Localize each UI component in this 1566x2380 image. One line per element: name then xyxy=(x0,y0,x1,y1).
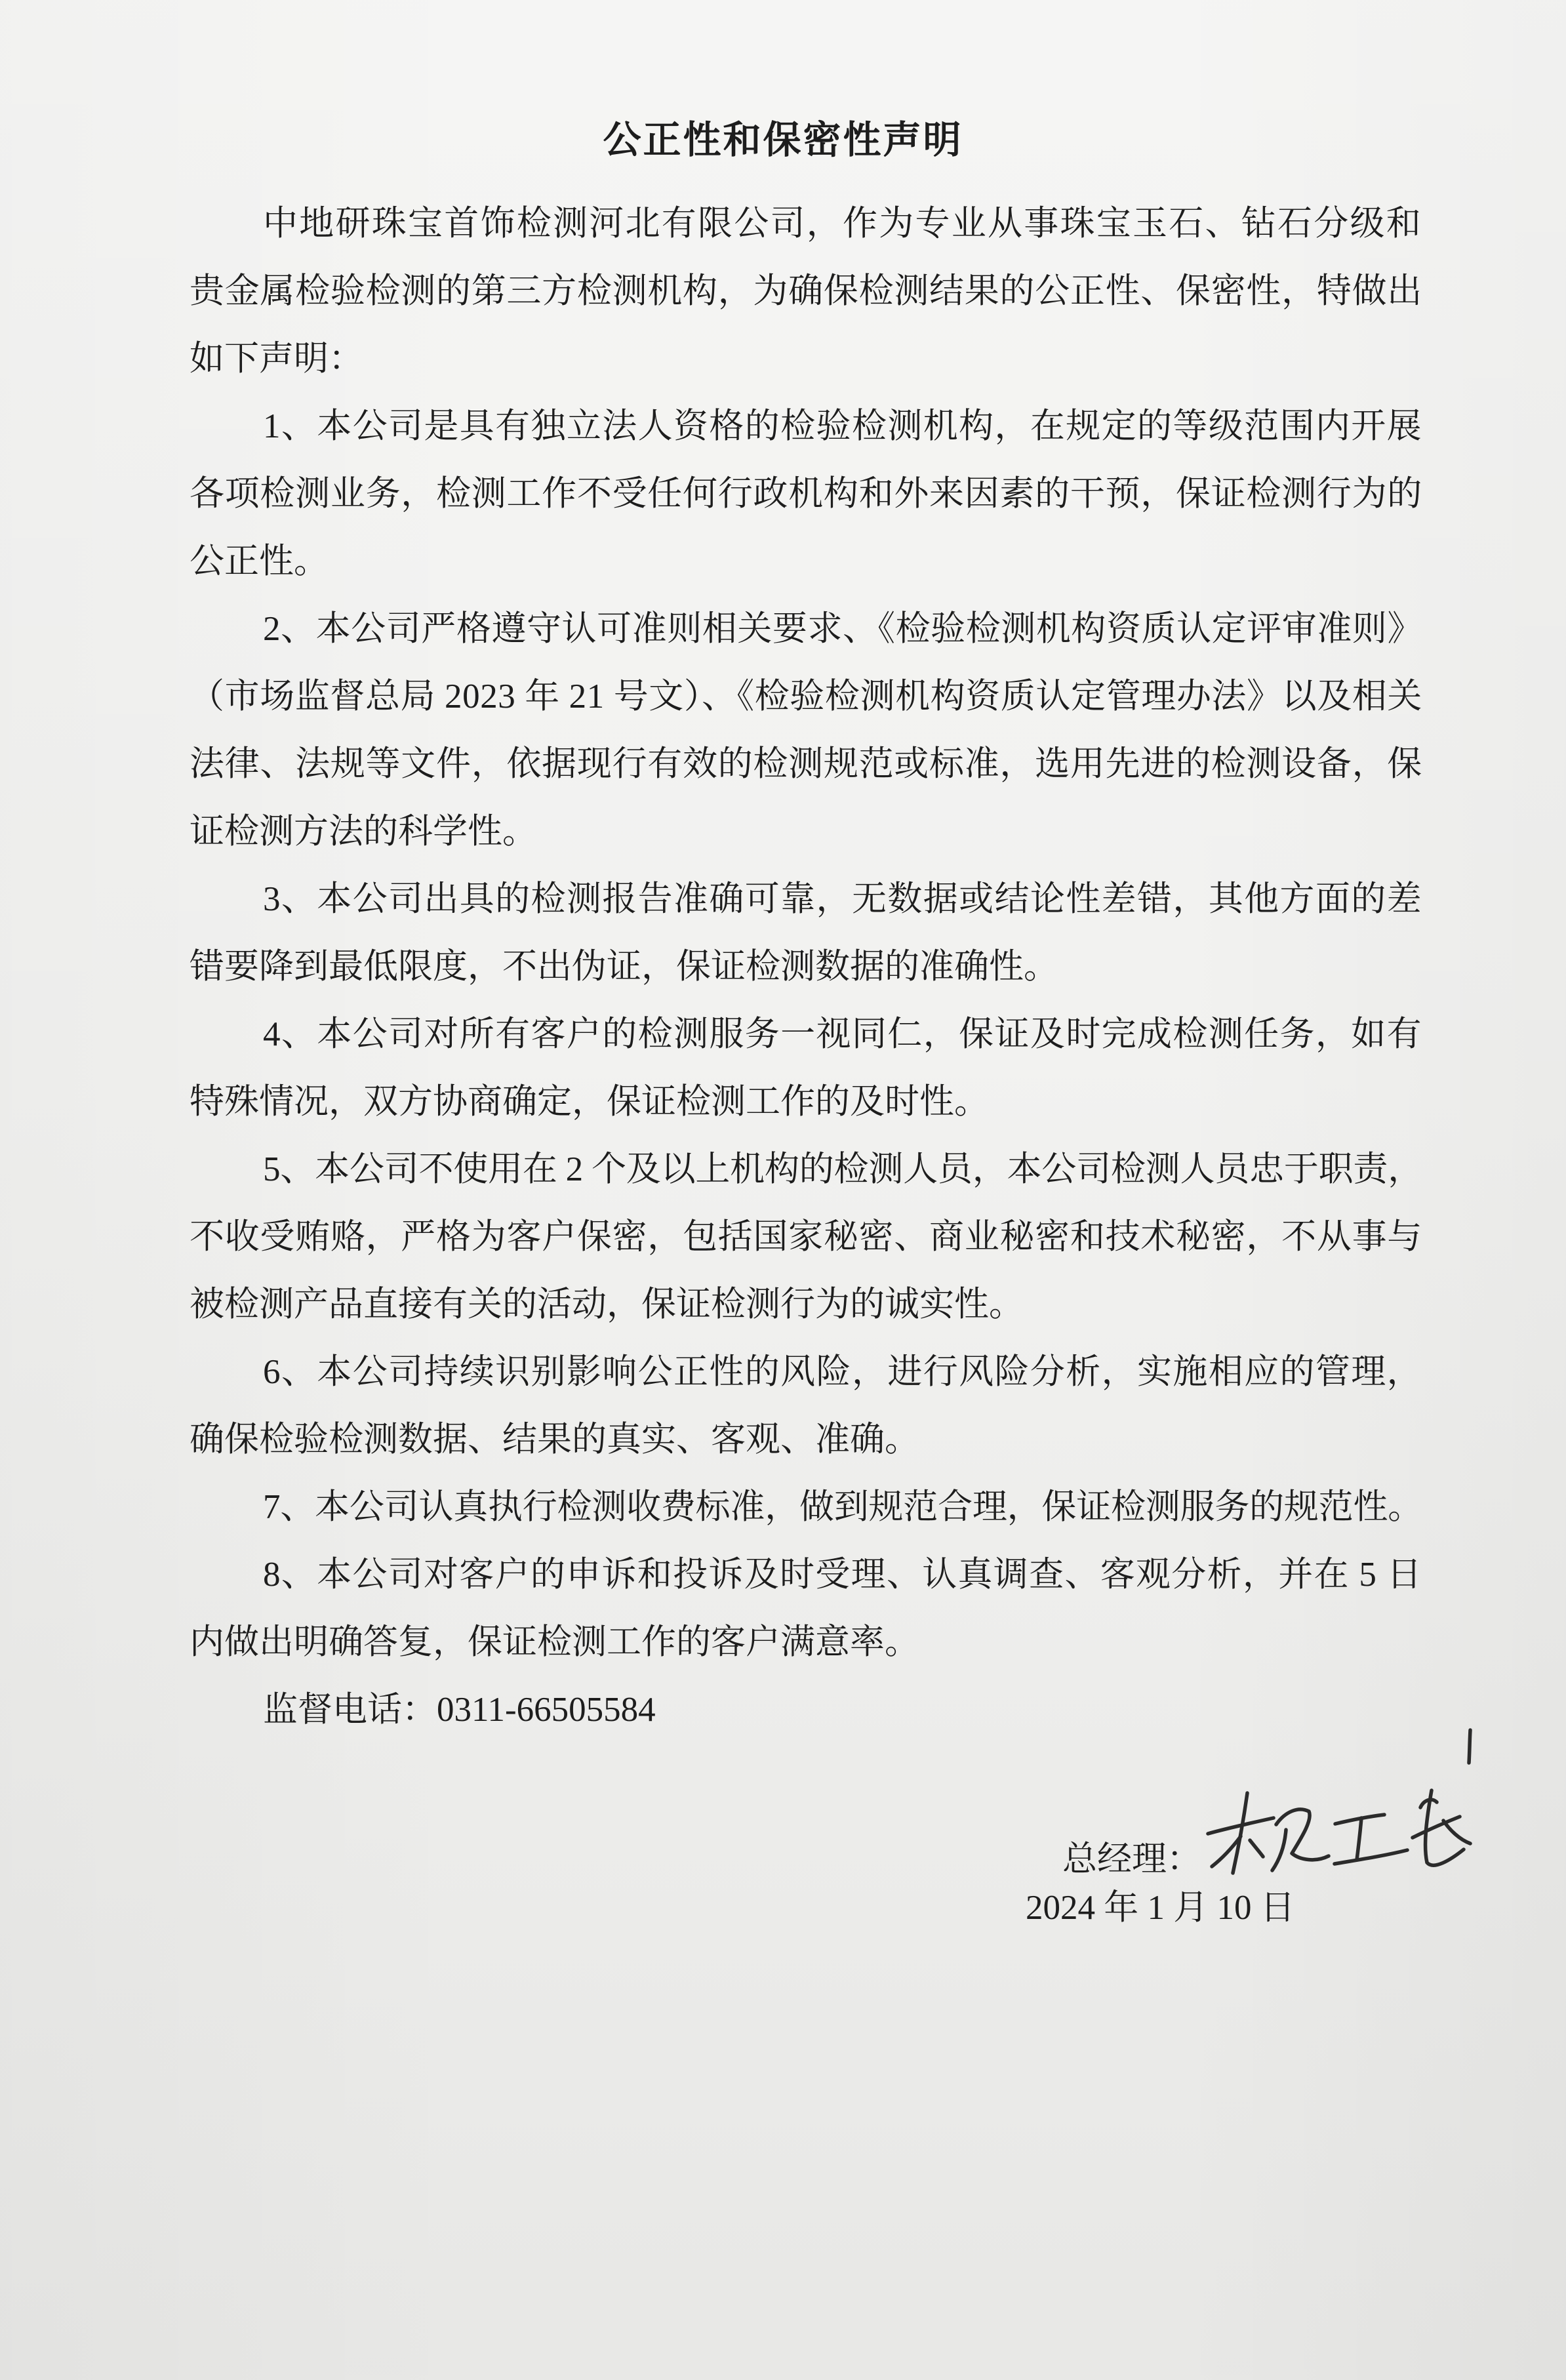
line-text: 证检测方法的科学性。 xyxy=(190,813,537,851)
text-line xyxy=(190,258,1422,325)
text-line xyxy=(190,528,1422,595)
text-line xyxy=(190,663,1422,731)
statement-item-4 xyxy=(190,1001,1422,1136)
line-text: 错要降到最低限度，不出伪证，保证检测数据的准确性。 xyxy=(190,948,1058,986)
text-line xyxy=(190,393,1422,460)
document-body xyxy=(190,190,1422,1744)
signature-stroke xyxy=(1233,1793,1247,1873)
line-text: 内做出明确答复，保证检测工作的客户满意率。 xyxy=(190,1623,919,1661)
signature-stroke xyxy=(1469,1730,1470,1763)
intro-paragraph xyxy=(190,190,1422,393)
statement-item-3 xyxy=(190,866,1422,1001)
line-text: 5、本公司不使用在 2 个及以上机构的检测人员，本公司检测人员忠于职责， xyxy=(263,1150,1422,1188)
text-line xyxy=(190,1203,1422,1271)
line-text: 确保检验检测数据、结果的真实、客观、准确。 xyxy=(190,1421,919,1459)
text-line xyxy=(190,1609,1422,1676)
document-date: 2024 年 1 月 10 日 xyxy=(1026,1889,1295,1927)
text-line xyxy=(190,1541,1422,1609)
general-manager-label: 总经理： xyxy=(1062,1840,1201,1878)
line-text: 不收受贿赂，严格为客户保密，包括国家秘密、商业秘密和技术秘密，不从事与 xyxy=(190,1218,1422,1256)
text-line xyxy=(190,325,1422,393)
text-line xyxy=(190,1474,1422,1541)
line-text: 特殊情况，双方协商确定，保证检测工作的及时性。 xyxy=(190,1083,989,1121)
line-text: 8、本公司对客户的申诉和投诉及时受理、认真调查、客观分析，并在 5 日 xyxy=(263,1556,1422,1594)
text-line xyxy=(190,595,1422,663)
phone-label: 监督电话： xyxy=(263,1691,437,1729)
signature-stroke xyxy=(1357,1818,1361,1860)
text-line xyxy=(190,1339,1422,1406)
line-text: 被检测产品直接有关的活动，保证检测行为的诚实性。 xyxy=(190,1285,1024,1323)
line-text: （市场监督总局 2023 年 21 号文）、《检验检测机构资质认定管理办法》以及相关 xyxy=(190,677,1422,716)
signature-stroke xyxy=(1250,1840,1263,1857)
line-text: 3、本公司出具的检测报告准确可靠，无数据或结论性差错，其他方面的差 xyxy=(263,880,1422,918)
line-text: 贵金属检验检测的第三方检测机构，为确保检测结果的公正性、保密性，特做出 xyxy=(190,272,1422,310)
text-line xyxy=(190,933,1422,1001)
text-line xyxy=(190,190,1422,258)
text-line xyxy=(190,731,1422,798)
statement-item-8 xyxy=(190,1541,1422,1676)
statement-item-1 xyxy=(190,393,1422,595)
statement-item-2 xyxy=(190,595,1422,866)
statement-item-6 xyxy=(190,1339,1422,1474)
line-text: 法律、法规等文件，依据现行有效的检测规范或标准，选用先进的检测设备，保 xyxy=(190,745,1422,783)
line-text: 各项检测业务，检测工作不受任何行政机构和外来因素的干预，保证检测行为的 xyxy=(190,475,1422,513)
text-line xyxy=(190,460,1422,528)
phone-number: 0311-66505584 xyxy=(437,1691,656,1729)
signature-stroke xyxy=(1272,1830,1286,1870)
text-line xyxy=(190,1068,1422,1136)
text-line xyxy=(190,866,1422,933)
document-title: 公正性和保密性声明 xyxy=(603,119,963,161)
line-text: 如下声明： xyxy=(190,340,363,378)
line-text: 7、本公司认真执行检测收费标准，做到规范合理，保证检测服务的规范性。 xyxy=(263,1488,1422,1526)
statement-item-5 xyxy=(190,1136,1422,1339)
line-text: 中地研珠宝首饰检测河北有限公司，作为专业从事珠宝玉石、钻石分级和 xyxy=(263,205,1422,243)
text-line xyxy=(190,798,1422,866)
statement-item-7 xyxy=(190,1474,1422,1541)
text-line xyxy=(190,1001,1422,1068)
signature-stroke xyxy=(1413,1817,1460,1838)
handwritten-signature xyxy=(1200,1725,1482,1889)
signature-stroke xyxy=(1335,1850,1407,1864)
line-text: 2、本公司严格遵守认可准则相关要求、《检验检测机构资质认定评审准则》 xyxy=(263,610,1422,648)
signature-stroke xyxy=(1443,1821,1470,1844)
line-text: 公正性。 xyxy=(190,542,329,580)
text-line xyxy=(190,1271,1422,1339)
line-text: 1、本公司是具有独立法人资格的检验检测机构，在规定的等级范围内开展 xyxy=(263,407,1422,445)
line-text: 4、本公司对所有客户的检测服务一视同仁，保证及时完成检测任务，如有 xyxy=(263,1015,1422,1053)
line-text: 6、本公司持续识别影响公正性的风险，进行风险分析，实施相应的管理， xyxy=(263,1353,1422,1391)
text-line xyxy=(190,1136,1422,1203)
text-line xyxy=(190,1406,1422,1474)
